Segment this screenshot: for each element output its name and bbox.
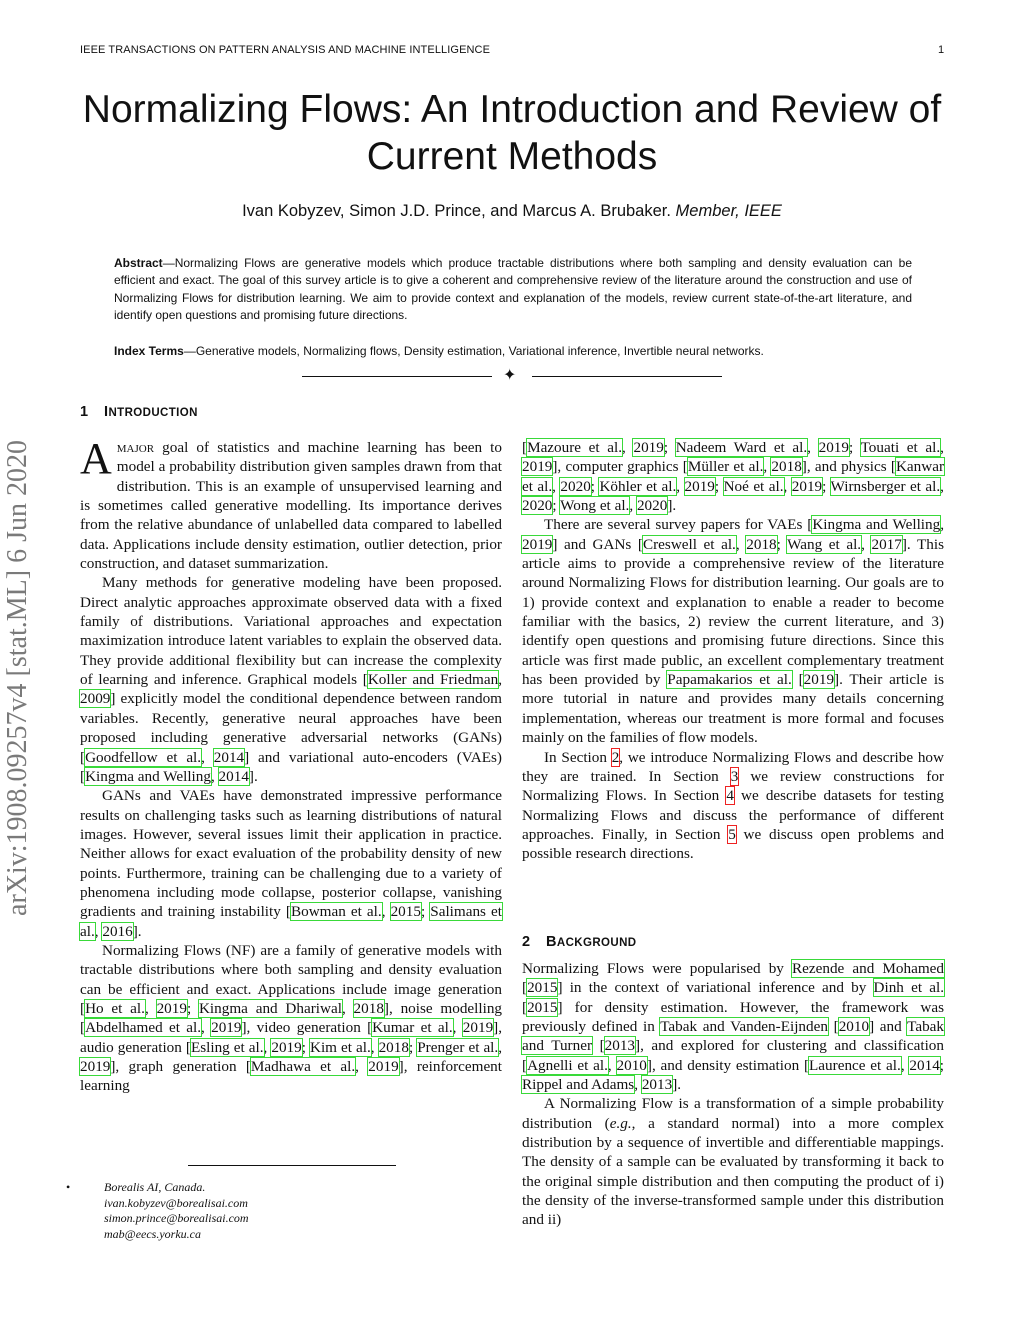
section-ref-link[interactable]: 5 [728,825,736,843]
citation-link[interactable]: Wang et al. [787,535,862,553]
arxiv-stamp: arXiv:1908.09257v4 [stat.ML] 6 Jun 2020 [2,440,33,916]
page-number: 1 [938,44,945,56]
citation-year-link[interactable]: 2015 [527,998,558,1016]
citation-link[interactable]: Papamakarios et al. [667,671,792,689]
citation-link[interactable]: Rezende and Mohamed [792,960,945,977]
citation-year-link[interactable]: 2019 [211,1019,242,1037]
latin-abbrev: e.g. [609,1114,632,1132]
intro-paragraph-5: There are several survey papers for VAEs [Kingma and Welling, 2019] and GANs [Creswell et al., 2018; Wang et al., 2017]. This article aims to provide a comprehensive review of the literature around Normalizing Flows for distribution learning. Our goals are to 1) provide context and explanation to enable a reader to become familiar with the basics, 2) review the current literature, and 3) identify open questions and promising future directions. Since this article was first made public, an excellent complementary treatment has been provided by Papamakarios et al. [2019]. Their article is more tutorial in nature and provides many details concerning implementation, whereas our treatment is more formal and focuses mainly on the families of flow models. [522,516,945,747]
citation-link[interactable]: Kanwar et al. [522,458,945,495]
running-head: IEEE TRANSACTIONS ON PATTERN ANALYSIS AND MACHINE INTELLIGENCE [80,44,491,56]
citation-link[interactable]: Madhawa et al. [250,1058,356,1075]
citation-link[interactable]: Ho et al. [85,999,145,1017]
background-paragraph-2: A Normalizing Flow is a transformation of a simple probability distribution (e.g., a standard normal) into a more complex distribution by a sequence of invertible and differentiable mappings. The density of a sample can be evaluated by transforming it back to the original simple distribution and then computing the product of i) the density of the inverse-transformed sample under this distribution and ii) [522,1095,945,1229]
citation-year-link[interactable]: 2019 [803,671,835,689]
citation-link[interactable]: Koller and Friedman [367,671,499,689]
citation-link[interactable]: Creswell et al. [642,535,736,553]
citation-link[interactable]: Salimans et al. [80,903,502,940]
citation-year-link[interactable]: 2017 [871,535,902,553]
citation-link[interactable]: Kumar et al. [372,1019,453,1037]
author-email: simon.prince@borealisai.com [104,1211,249,1225]
citation-year-link[interactable]: 2018 [353,999,384,1017]
author-names: Ivan Kobyzev, Simon J.D. Prince, and Marcus A. Brubaker. [242,202,671,220]
citation-link[interactable]: Noé et al. [723,477,784,495]
citation-year-link[interactable]: 2015 [390,903,421,921]
intro-paragraph-4-continued: [Mazoure et al., 2019; Nadeem Ward et al., 2019; Touati et al., 2019], computer graphics [Müller et al., 2018], and physics [Kanwar et al., 2020; Köhler et al., 2019; Noé et al., 2019; Wirnsberger et al., 2020; Wong et al., 2020]. [522,439,945,515]
separator-rule-right [532,376,722,377]
abstract [114,255,912,325]
citation-year-link[interactable]: 2009 [80,690,111,708]
right-column-upper [522,438,944,864]
index-terms-text: —Generative models, Normalizing flows, Density estimation, Variational inference, Invertible neural networks. [183,344,764,358]
right-column-lower [522,959,944,1230]
citation-link[interactable]: Laurence et al. [809,1056,901,1074]
citation-year-link[interactable]: 2014 [909,1056,940,1074]
citation-year-link[interactable]: 2019 [684,477,715,495]
section-ref-link[interactable]: 3 [730,767,739,785]
citation-link[interactable]: Kim et al. [309,1038,371,1056]
lead-in-smallcaps: major [116,439,155,456]
citation-year-link[interactable]: 2013 [604,1037,636,1055]
section-ref-link[interactable]: 2 [611,748,620,766]
citation-link[interactable]: Müller et al. [687,458,764,476]
intro-paragraph-1: Amajor goal of statistics and machine learning has been to model a probability distribution given samples drawn from that distribution. This is an example of unsupervised learning and is sometimes called generative modelling. Its importance derives from the relative abundance of unlabelled data compared to labelled data. Applications include density estimation, outlier detection, prior construction, and dataset summarization. [80,434,502,573]
citation-link[interactable]: Nadeem Ward et al. [675,439,808,456]
section-rest: NTRODUCTION [108,407,198,419]
citation-link[interactable]: Kingma and Welling [85,767,211,785]
citation-year-link[interactable]: 2019 [791,477,823,495]
citation-link[interactable]: Tabak and Vanden-Eijnden [660,1018,828,1036]
separator-rule-left [302,376,492,377]
abstract-label: Abstract [114,256,163,270]
footnote-lines [104,1180,249,1242]
index-terms-label: Index Terms [114,344,184,358]
section-rest: ACKGROUND [556,937,637,949]
author-email: mab@eecs.yorku.ca [104,1226,202,1241]
section-ref-link[interactable]: 4 [726,787,734,805]
citation-link[interactable]: Wong et al. [560,497,630,515]
left-column [80,434,503,1096]
citation-year-link[interactable]: 2016 [102,922,133,940]
citation-link[interactable]: Dinh et al. [873,979,944,997]
citation-year-link[interactable]: 2019 [271,1038,302,1056]
citation-year-link[interactable]: 2013 [641,1076,673,1094]
footnote-rule [188,1165,396,1166]
affiliation: Borealis AI, Canada. [104,1180,206,1194]
footnote-bullet: • [66,1180,71,1194]
intro-paragraph-3: GANs and VAEs have demonstrated impressive performance results on challenging tasks such as learning distributions of natural images. However, several issues limit their application in practice. Neither allows for exact evaluation of the probability density of new points. Furthermore, training can be challenging due to a variety of phenomena including mode collapse, posterior collapse, vanishing gradients and training instability [Bowman et al., 2015; Salimans et al., 2016]. [80,787,502,940]
citation-link[interactable]: Esling et al. [190,1038,264,1056]
section-initial: B [546,934,557,950]
affiliation-footnote [66,1180,249,1242]
background-paragraph-1: Normalizing Flows were popularised by Rezende and Mohamed [2015] in the context of variational inference and by Dinh et al. [2015] for density estimation. However, the framework was previously defined in Tabak and Vanden-Eijnden [2010] and Tabak and Turner [2013], and explored for clustering and classification [Agnelli et al., 2010], and density estimation [Laurence et al., 2014; Rippel and Adams, 2013]. [522,960,945,1094]
intro-paragraph-6: In Section 2, we introduce Normalizing Flows and describe how they are trained. In Section 3 we review constructions for Normalizing Flows. In Section 4 we describe datasets for testing Normalizing Flows and discuss the performance of different approaches. Finally, in Section 5 we discuss open problems and possible research directions. [522,748,945,863]
citation-year-link[interactable]: 2019 [462,1019,494,1037]
intro-paragraph-2: Many methods for generative modeling have been proposed. Direct analytic approaches approximate observed data with a fixed family of distributions. Variational approaches and expectation maximization introduce latent variables to explain the observed data. They provide additional flexibility but can increase the complexity of learning and inference. Graphical models [Koller and Friedman, 2009] explicitly model the conditional dependence between random variables. Recently, generative neural approaches have been proposed including generative adversarial networks (GANs) [Goodfellow et al., 2014] and variational auto-encoders (VAEs) [Kingma and Welling, 2014]. [80,574,503,785]
citation-year-link[interactable]: 2018 [771,458,802,476]
citation-year-link[interactable]: 2010 [838,1018,870,1036]
citation-link[interactable]: Köhler et al. [599,477,677,495]
citation-link[interactable]: Mazoure et al. [527,439,623,456]
citation-link[interactable]: Kingma and Dhariwal [198,999,342,1017]
abstract-text: —Normalizing Flows are generative models which produce tractable distributions where both sampling and density evaluation can be efficient and exact. The goal of this survey article is to give a coherent and comprehensive review of the literature around the construction and use of Normalizing Flows for distribution learning. We aim to provide context and explanation of the models, review current state-of-the-art literature, and identify open questions and promising future directions. [114,256,912,323]
citation-link[interactable]: Bowman et al. [290,903,382,921]
author-email: ivan.kobyzev@borealisai.com [104,1195,248,1210]
citation-link[interactable]: Touati et al. [860,439,941,456]
citation-link[interactable]: Agnelli et al. [527,1056,608,1074]
section-initial: I [104,404,109,420]
index-terms [114,343,912,360]
citation-year-link[interactable]: 2019 [368,1058,399,1075]
paper-title: Normalizing Flows: An Introduction and Review of Current Methods [82,88,942,178]
section-heading-introduction [80,404,198,420]
citation-year-link[interactable]: 2018 [378,1038,409,1056]
citation-year-link[interactable]: 2019 [156,999,187,1017]
citation-year-link[interactable]: 2020 [636,497,668,515]
citation-link[interactable]: Goodfellow et al. [85,748,202,766]
citation-year-link[interactable]: 2019 [522,535,553,553]
author-membership: Member, IEEE [675,202,782,220]
citation-year-link[interactable]: 2020 [560,477,591,495]
citation-link[interactable]: Prenger et al. [417,1038,499,1056]
citation-link[interactable]: Abdelhamed et al. [85,1019,201,1037]
citation-link[interactable]: Tabak and Turner [522,1018,945,1055]
section-number: 2 [522,934,531,950]
intro-paragraph-4: Normalizing Flows (NF) are a family of generative models with tractable distributions where both sampling and density evaluation can be efficient and exact. Applications include image generation [Ho et al., 2019; Kingma and Dhariwal, 2018], noise modelling [Abdelhamed et al., 2019], video generation [Kumar et al., 2019], audio generation [Esling et al., 2019; Kim et al., 2018; Prenger et al., 2019], graph generation [Madhawa et al., 2019], reinforcement learning [80,941,503,1095]
citation-year-link[interactable]: 2018 [746,535,777,553]
citation-link[interactable]: Rippel and Adams [522,1076,635,1094]
citation-year-link[interactable]: 2019 [633,439,664,456]
section-number: 1 [80,404,89,420]
citation-year-link[interactable]: 2015 [527,979,558,997]
citation-year-link[interactable]: 2019 [522,458,553,476]
citation-year-link[interactable]: 2014 [213,748,245,766]
citation-link[interactable]: Kingma and Welling [812,516,941,534]
citation-year-link[interactable]: 2019 [80,1058,111,1075]
citation-year-link[interactable]: 2010 [616,1056,647,1074]
separator-star-icon: ✦ [503,367,517,384]
citation-year-link[interactable]: 2019 [818,439,849,456]
section-heading-background [522,934,637,950]
drop-cap: A [80,434,112,483]
citation-year-link[interactable]: 2020 [522,497,553,515]
citation-year-link[interactable]: 2014 [218,767,249,785]
author-line [60,202,964,221]
citation-link[interactable]: Wirnsberger et al. [830,477,941,495]
